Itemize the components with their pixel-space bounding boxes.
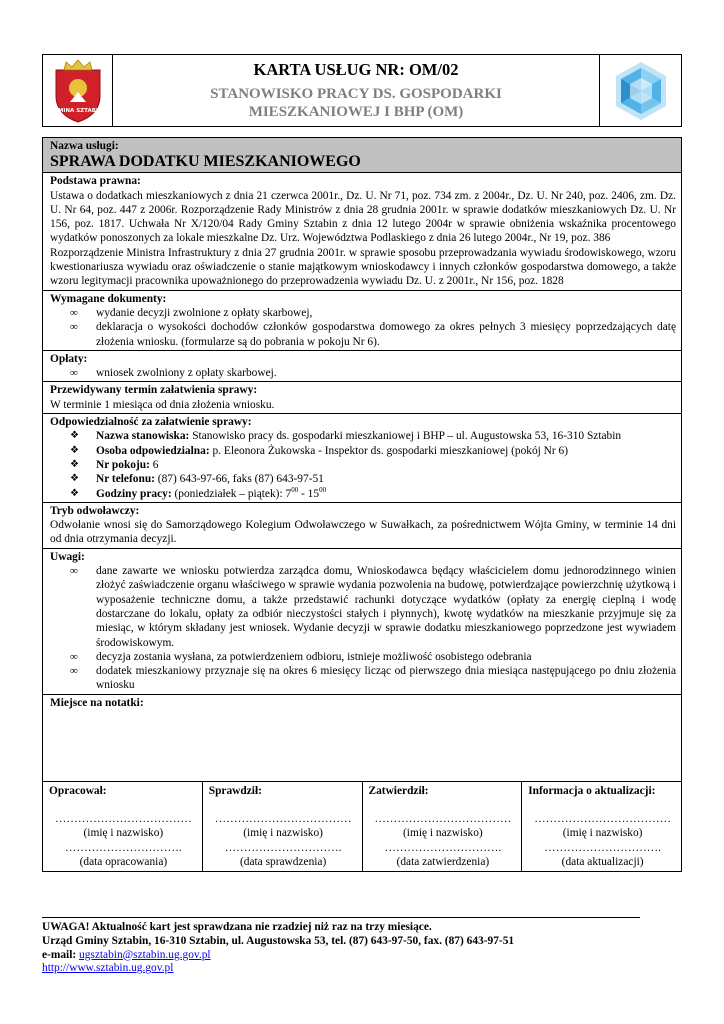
documents-label: Wymagane dokumenty: (50, 292, 167, 305)
person-label: Osoba odpowiedzialna: (96, 444, 210, 457)
list-item-text: deklaracja o wysokości dochodów członków gospodarstwa domowego za okres pełnych 3 miesięcy poprzedzających datę złożenia wniosku. (formularze są do pobrania w pokoju Nr 6). (96, 321, 676, 348)
gmina-crest-icon (50, 58, 106, 124)
documents-list (50, 306, 676, 349)
list-item (50, 472, 676, 486)
position-value: Stanowisko pracy ds. gospodarki mieszkaniowej i BHP – ul. Augustowska 53, 16-310 Sztabin (189, 430, 622, 443)
signature-name-caption: (imię i nazwisko) (403, 827, 483, 840)
fees-section (43, 350, 681, 382)
room-label: Nr pokoju: (96, 458, 150, 471)
list-item-text: decyzja zostania wysłana, za potwierdzeniem odbioru, istnieje możliwość osobistego odebrania (96, 650, 532, 663)
legal-basis-label: Podstawa prawna: (50, 175, 141, 188)
room-value: 6 (149, 458, 159, 471)
list-item (50, 650, 676, 664)
footer-warning: UWAGA! Aktualność kart jest sprawdzana nie rzadziej niż raz na trzy miesiące. (42, 921, 432, 933)
hours-label: Godziny pracy: (96, 487, 172, 500)
list-item-text: dodatek mieszkaniowy przyznaje się na okres 6 miesięcy licząc od pierwszego dnia miesiąca następującego po dniu złożenia wniosku (96, 665, 676, 692)
signature-date-caption: (data opracowania) (79, 855, 168, 868)
footer (42, 921, 682, 976)
signature-dots: ……………………………… (55, 812, 192, 825)
signature-date-caption: (data sprawdzenia) (239, 855, 327, 868)
signatures-row (43, 781, 681, 871)
logo-right-cell (599, 55, 681, 126)
position-label: Nazwa stanowiska: (96, 430, 190, 443)
signature-date-caption: (data aktualizacji) (561, 855, 644, 868)
department-title (113, 85, 599, 121)
diamond-bullet-icon: ❖ (70, 430, 79, 442)
list-item-text: wydanie decyzji zwolnione z opłaty skarbowej, (96, 306, 313, 319)
list-item (50, 564, 676, 650)
service-label: Nazwa usługi: (50, 140, 119, 152)
list-item (50, 487, 676, 501)
remarks-section (43, 548, 681, 694)
email-label: e-mail: (42, 948, 80, 961)
signature-date-caption: (data zatwierdzenia) (396, 855, 490, 868)
appeal-label: Tryb odwoławczy: (50, 504, 140, 517)
fees-label: Opłaty: (50, 352, 88, 365)
infinity-bullet-icon: ∞ (70, 321, 78, 334)
deadline-label: Przewidywany termin załatwienia sprawy: (50, 384, 258, 397)
notes-label: Miejsce na notatki: (50, 696, 144, 709)
service-name: SPRAWA DODATKU MIESZKANIOWEGO (50, 153, 361, 171)
deadline-section (43, 381, 681, 413)
signature-date-dots: …………………………. (64, 841, 182, 854)
list-item (50, 306, 676, 320)
fees-list (50, 366, 676, 380)
department-line-1: STANOWISKO PRACY DS. GOSPODARKI (210, 86, 502, 102)
responsibility-section (43, 413, 681, 502)
hexagon-logo-icon (610, 60, 672, 122)
email-link[interactable]: ugsztabin@sztabin.ug.gov.pl (79, 948, 211, 961)
header-box (42, 54, 682, 127)
department-line-2: MIESZKANIOWEJ I BHP (OM) (248, 104, 464, 120)
signature-prepared (43, 782, 202, 871)
phone-label: Nr telefonu: (96, 473, 155, 486)
header-titles (113, 55, 599, 126)
signature-name-caption: (imię i nazwisko) (83, 827, 164, 840)
signature-checked (202, 782, 362, 871)
website-link[interactable]: http://www.sztabin.ug.gov.pl (42, 962, 174, 975)
logo-left-cell (43, 55, 113, 126)
signature-date-dots: …………………………. (544, 841, 661, 854)
signature-name-caption: (imię i nazwisko) (243, 827, 323, 840)
card-title: KARTA USŁUG NR: OM/02 (253, 60, 459, 79)
signature-approved (362, 782, 522, 871)
diamond-bullet-icon: ❖ (70, 458, 79, 470)
signature-head: Informacja o aktualizacji: (528, 784, 656, 797)
remarks-label: Uwagi: (50, 550, 85, 563)
list-item (50, 429, 676, 443)
person-value: p. Eleonora Żukowska - Inspektor ds. gospodarki mieszkaniowej (pokój Nr 6) (209, 444, 569, 457)
responsibility-list (50, 429, 676, 500)
list-item-text: dane zawarte we wniosku potwierdza zarządca domu, Wnioskodawca będący właścicielem domu jednorodzinnego winien złożyć zaświadczenie organu właściwego w sprawie wydania pozwolenia na budowę, potwierdzające powierzchnię użytkową i wyposażenie techniczne domu, a także przedstawić rachunki dotyczące wydatków (opłaty za energię cieplną i wodę dostarczane do lokalu, opłaty za odbiór nieczystości stałych i płynnych), kwotę wydatków na mieszkanie przyjmuje się za miesiąc, w którym składany jest wniosek. Wydanie decyzji w sprawie dodatku mieszkaniowego poprzedzone jest wywiadem środowiskowym. (96, 565, 676, 649)
infinity-bullet-icon: ∞ (70, 565, 78, 578)
list-item-text: wniosek zwolniony z opłaty skarbowej. (96, 367, 277, 380)
hours-days: (poniedziałek – piątek): 7 (171, 487, 292, 500)
hours-from-minutes: 00 (291, 485, 299, 494)
signature-dots: ……………………………… (214, 812, 352, 825)
service-card-table (42, 137, 682, 872)
remarks-list (50, 564, 676, 693)
diamond-bullet-icon: ❖ (70, 487, 79, 499)
signature-dots: ……………………………… (534, 812, 671, 825)
signature-head: Opracował: (49, 784, 107, 797)
signature-head: Zatwierdził: (368, 784, 429, 797)
signature-head: Sprawdził: (208, 784, 262, 797)
service-name-section (43, 138, 681, 172)
documents-section (43, 290, 681, 350)
infinity-bullet-icon: ∞ (70, 367, 78, 380)
footer-address: Urząd Gminy Sztabin, 16-310 Sztabin, ul. Augustowska 53, tel. (87) 643-97-50, fax. (87) 643-97-51 (42, 934, 515, 947)
hours-separator: - 15 (298, 487, 320, 500)
footer-website-line (42, 962, 682, 976)
hours-to-minutes: 00 (319, 485, 327, 494)
footer-email-line (42, 949, 682, 963)
list-item (50, 664, 676, 693)
footer-divider (42, 917, 640, 918)
phone-value: (87) 643-97-66, faks (87) 643-97-51 (154, 473, 324, 486)
list-item (50, 458, 676, 472)
crest-text: GMINA SZTABIN (52, 107, 103, 114)
signature-dots: ……………………………… (374, 812, 512, 825)
list-item (50, 366, 676, 380)
appeal-section (43, 502, 681, 548)
appeal-text: Odwołanie wnosi się do Samorządowego Kolegium Odwoławczego w Suwałkach, za pośrednictwem Wójta Gminy, w terminie 14 dni od dnia otrzymania decyzji. (50, 519, 676, 546)
signature-date-dots: …………………………. (224, 841, 342, 854)
list-item (50, 444, 676, 458)
signature-name-caption: (imię i nazwisko) (562, 827, 643, 840)
infinity-bullet-icon: ∞ (70, 650, 78, 663)
deadline-text: W terminie 1 miesiąca od dnia złożenia wniosku. (50, 398, 275, 411)
legal-basis-text-2: Rozporządzenie Ministra Infrastruktury z dnia 27 grudnia 2001r. w sprawie sposobu przeprowadzania wywiadu środowiskowego, wzoru kwestionariusza wywiadu oraz oświadczenie o stanie majątkowym wnioskodawcy i innych członków gospodarstwa domowego, a także wzoru legitymacji pracownika upoważnionego do przeprowadzenia wywiadu Dz. U. z 2001r., Nr 156, poz. 1828 (50, 246, 676, 288)
signature-date-dots: …………………………. (384, 841, 502, 854)
list-item (50, 320, 676, 349)
legal-basis-section (43, 172, 681, 289)
infinity-bullet-icon: ∞ (70, 665, 78, 678)
legal-basis-text-1: Ustawa o dodatkach mieszkaniowych z dnia 21 czerwca 2001r., Dz. U. Nr 71, poz. 734 zm. z 2004r., Dz. U. Nr 240, poz. 2406, zm. Dz. U. Nr 64, poz. 447 z 2006r. Rozporządzenie Rady Ministrów z dnia 28 grudnia 2001r. w sprawie dodatków mieszkaniowych Dz. U. Nr 156, poz. 1817. Uchwała Nr X/120/04 Rady Gminy Sztabin z dnia 12 lutego 2004r w sprawie obniżenia wskaźnika procentowego wydatków ponoszonych za lokale mieszkalne Dz. Urz. Województwa Podlaskiego z dnia 26 lutego 2004r., Nr 19, poz. 386 (50, 189, 676, 245)
infinity-bullet-icon: ∞ (70, 306, 78, 319)
diamond-bullet-icon: ❖ (70, 444, 79, 456)
notes-section[interactable] (43, 694, 681, 781)
diamond-bullet-icon: ❖ (70, 473, 79, 485)
signature-update-info (521, 782, 681, 871)
responsibility-label: Odpowiedzialność za załatwienie sprawy: (50, 416, 252, 429)
